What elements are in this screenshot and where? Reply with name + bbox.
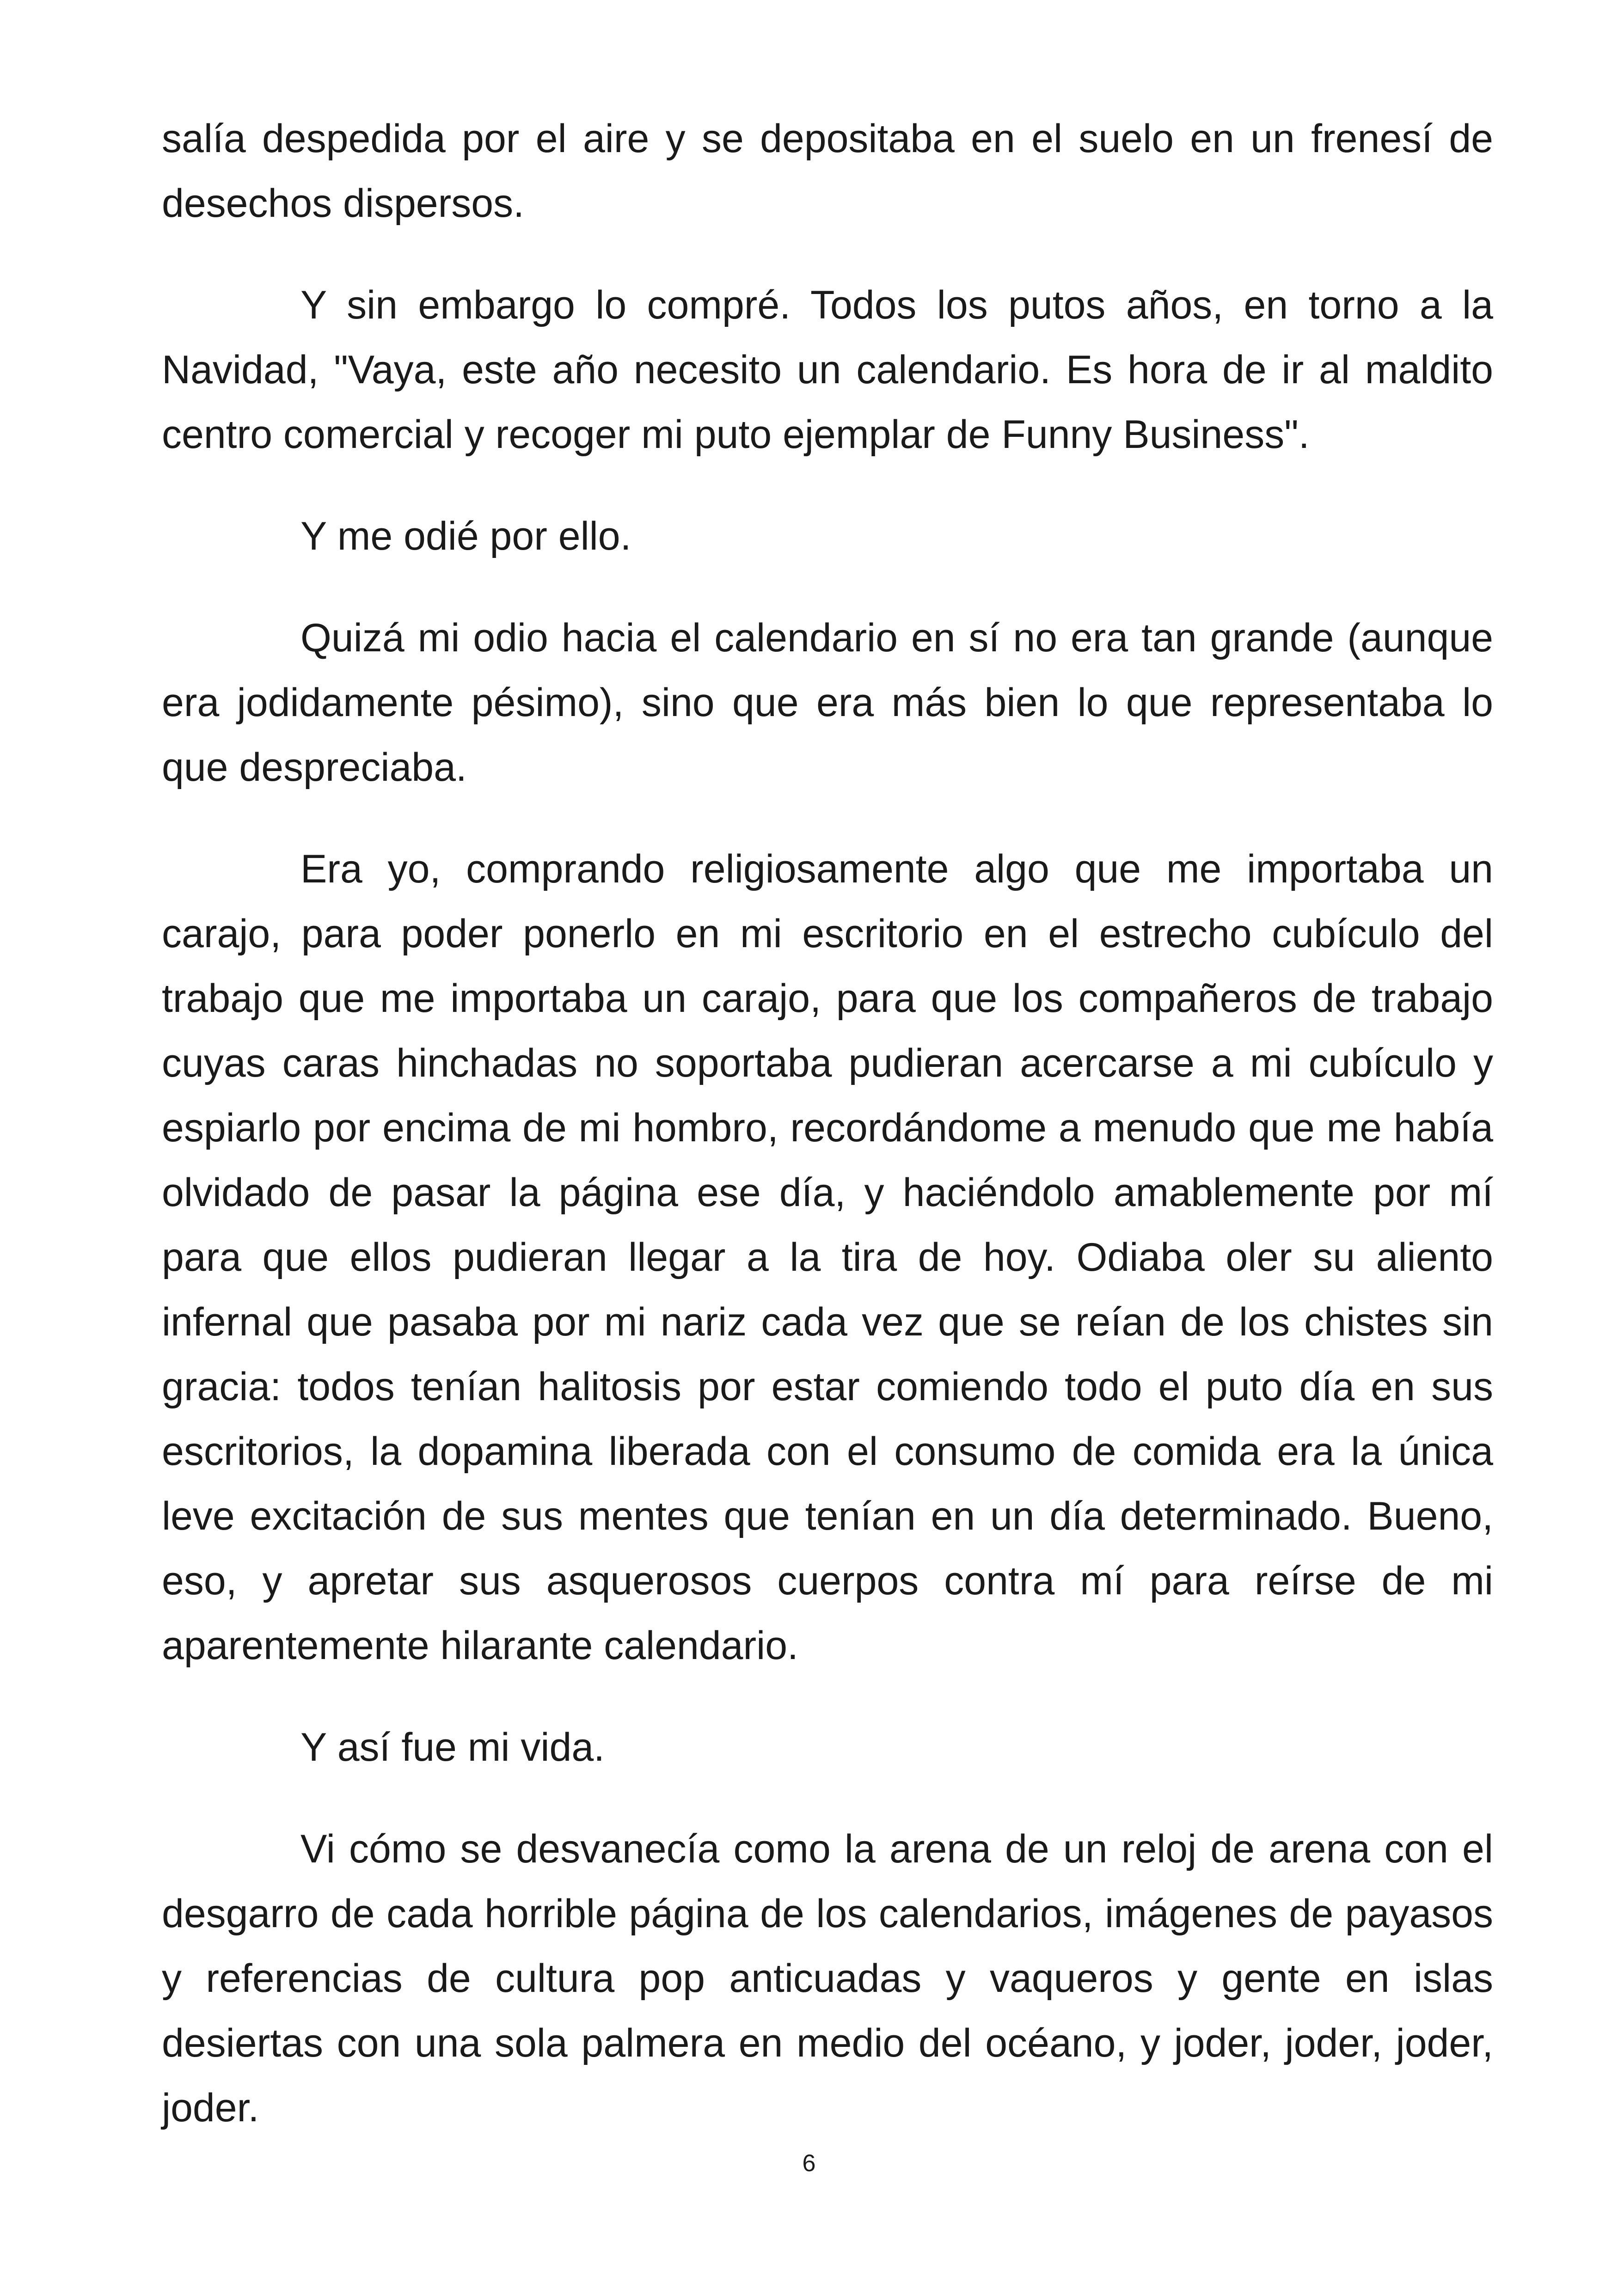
paragraph-continuation: salía despedida por el aire y se depositaba en el suelo en un frenesí de desechos dispersos. — [162, 116, 1493, 226]
paragraph: Y me odié por ello. — [300, 514, 631, 558]
page-number: 6 — [802, 2150, 816, 2177]
paragraph: Y sin embargo lo compré. Todos los putos años, en torno a la Navidad, "Vaya, este año necesito un calendario. Es hora de ir al maldito centro comercial y recoger mi puto ejemplar de Funny Business". — [162, 283, 1493, 457]
paragraph: Quizá mi odio hacia el calendario en sí no era tan grande (aunque era jodidamente pésimo), sino que era más bien lo que representaba lo que despreciaba. — [162, 616, 1493, 790]
body-text — [162, 106, 1493, 2140]
paragraph: Vi cómo se desvanecía como la arena de un reloj de arena con el desgarro de cada horrible página de los calendarios, imágenes de payasos y referencias de cultura pop anticuadas y vaqueros y gente en islas desiertas con una sola palmera en medio del océano, y joder, joder, joder, joder. — [162, 1827, 1493, 2130]
paragraph: Y así fue mi vida. — [300, 1725, 605, 1769]
paragraph: Era yo, comprando religiosamente algo que me importaba un carajo, para poder ponerlo en mi escritorio en el estrecho cubículo del trabajo que me importaba un carajo, para que los compañeros de trabajo cuyas caras hinchadas no soportaba pudieran acercarse a mi cubículo y espiarlo por encima de mi hombro, recordándome a menudo que me había olvidado de pasar la página ese día, y haciéndolo amablemente por mí para que ellos pudieran llegar a la tira de hoy. Odiaba oler su aliento infernal que pasaba por mi nariz cada vez que se reían de los chistes sin gracia: todos tenían halitosis por estar comiendo todo el puto día en sus escritorios, la dopamina liberada con el consumo de comida era la única leve excitación de sus mentes que tenían en un día determinado. Bueno, eso, y apretar sus asquerosos cuerpos contra mí para reírse de mi aparentemente hilarante calendario. — [162, 847, 1493, 1668]
